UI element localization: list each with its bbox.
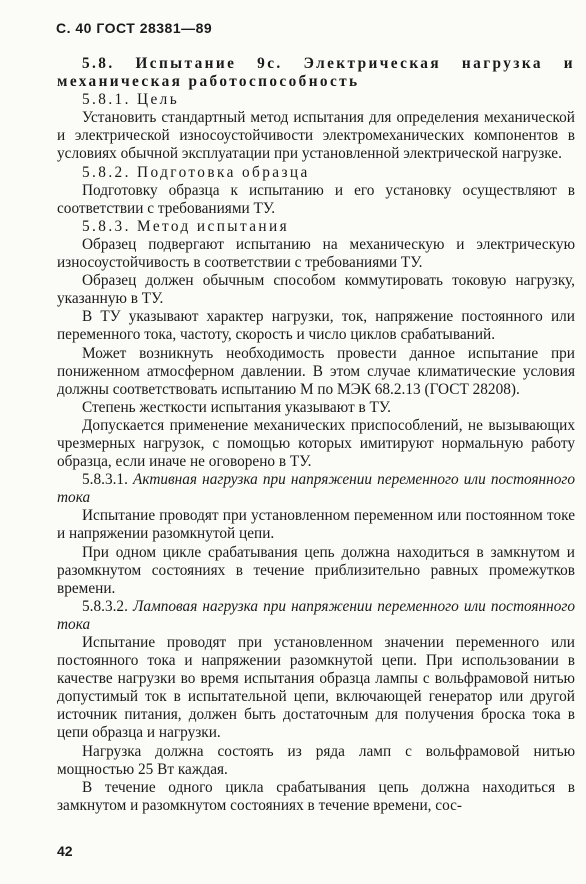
subsection-heading-preparation: 5.8.2. Подготовка образца [82,163,310,181]
paragraph: В ТУ указывают характер нагрузки, ток, напряжение постоянного или переменного тока, частоту, скорость и число циклов срабатываний. [57,308,575,344]
subsubsection-heading-lamp-load [57,598,575,634]
section-heading-5-8: 5.8. Испытание 9с. Электрическая нагрузка и механическая работоспособность [57,55,575,91]
paragraph: Степень жесткости испытания указывают в ТУ. [82,398,392,416]
paragraph: Подготовку образца к испытанию и его установку осуществляют в соответствии с требованиями ТУ. [57,181,575,217]
paragraph: Образец подвергают испытанию на механическую и электрическую износоустойчивость в соответствии с требованиями ТУ. [57,235,575,272]
subsubsection-title: Ламповая нагрузка при напряжении переменного или постоянного тока [57,597,575,633]
subsubsection-heading-active-load [57,471,575,507]
paragraph: Нагрузка должна состоять из ряда ламп с вольфрамовой нитью мощностью 25 Вт каждая. [57,742,575,778]
paragraph: Допускается применение механических приспособлений, не вызывающих чрезмерных нагрузок, с помощью которых имитируют нормальную работу образца, если иначе не оговорено в ТУ. [57,416,575,471]
paragraph: Образец должен обычным способом коммутировать токовую нагрузку, указанную в ТУ. [57,272,575,308]
subsubsection-number: 5.8.3.1. [82,471,128,489]
paragraph: Испытание проводят при установленном значении переменного или постоянного тока и напряжении разомкнутой цепи. При использовании в качестве нагрузки во время испытания образца лампы с вольфрамовой нитью допустимый ток в испытательной цепи, включающей генератор или другой источник питания, должен быть достаточным для получения броска тока в цепи образца и нагрузки. [57,634,575,742]
subsubsection-title: Активная нагрузка при напряжении переменного или постоянного тока [57,471,575,507]
paragraph: Испытание проводят при установленном переменном или постоянном токе и напряжении разомкнутой цепи. [57,507,575,543]
subsubsection-number: 5.8.3.2. [82,597,128,615]
subsection-heading-method: 5.8.3. Метод испытания [82,217,290,235]
body-text [57,55,575,815]
subsection-heading-purpose: 5.8.1. Цель [82,91,180,109]
running-header: С. 40 ГОСТ 28381—89 [56,20,213,36]
paragraph: При одном цикле срабатывания цепь должна находиться в замкнутом и разомкнутом состояниях в течение приблизительно равных промежутков времени. [57,543,575,597]
paragraph: Может возникнуть необходимость провести данное испытание при пониженном атмосферном давлении. В этом случае климатические условия должны соответствовать испытанию М по МЭК 68.2.13 (ГОСТ 28208). [57,344,575,398]
paragraph: В течение одного цикла срабатывания цепь должна находиться в замкнутом и разомкнутом состояниях в течение времени, сос- [57,778,575,814]
page-number: 42 [57,843,73,859]
paragraph: Установить стандартный метод испытания для определения механической и электрической износоустойчивости электромеханических компонентов в условиях обычной эксплуатации при установленной электрической нагрузке. [57,109,575,163]
